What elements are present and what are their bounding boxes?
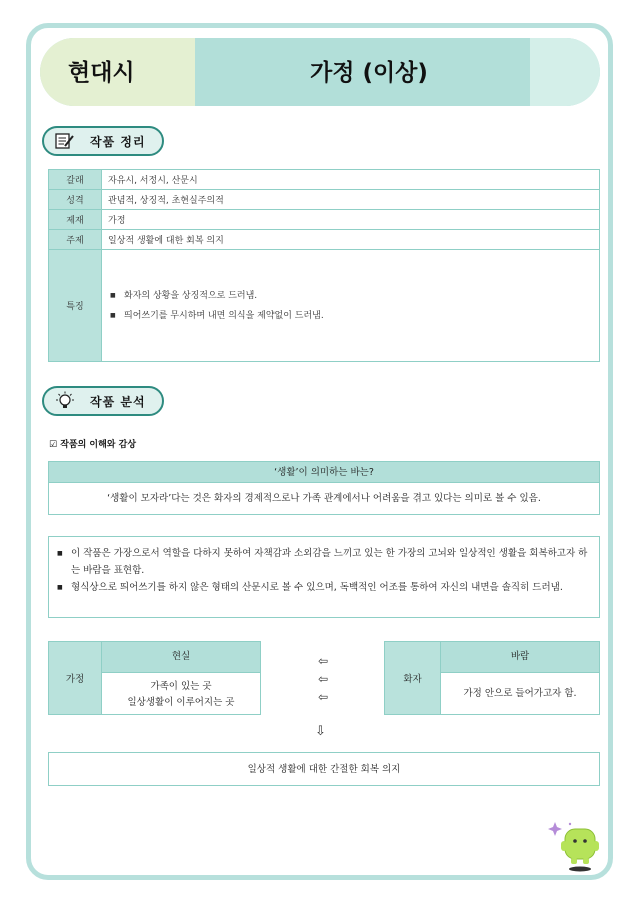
lightbulb-icon <box>54 390 76 412</box>
analysis-box <box>48 536 600 618</box>
arrow-left-icon: ⇦ <box>317 690 329 704</box>
list-item: ■ 화자의 상황을 상징적으로 드러냄. <box>108 286 593 306</box>
reality-side-label: 가정 <box>49 642 101 714</box>
list-item: ■ 이 작품은 가장으로서 역할을 다하지 못하여 자책감과 소외감을 느끼고 있는 한 가장의 고뇌와 일상적인 생활을 회복하고자 하는 바람을 표현함. <box>57 545 591 579</box>
row-key: 주제 <box>49 230 102 250</box>
list-item: ■ 띄어쓰기를 무시하며 내면 의식을 제약없이 드러냄. <box>108 306 593 326</box>
page-title: 가정 (이상) <box>310 60 428 86</box>
arrow-left-icon: ⇦ <box>317 672 329 686</box>
row-value: 일상적 생활에 대한 회복 의지 <box>102 230 600 250</box>
left-arrows <box>313 652 333 706</box>
meaning-box <box>48 461 600 515</box>
table-row <box>49 230 600 250</box>
section-analysis-pill <box>42 386 164 416</box>
table-row <box>49 210 600 230</box>
reality-body <box>101 672 260 714</box>
wish-head: 바람 <box>440 642 599 672</box>
summary-table <box>48 169 600 362</box>
reality-head: 현실 <box>101 642 260 672</box>
list-item: ■ 형식상으로 띄어쓰기를 하지 않은 형태의 산문시로 볼 수 있으며, 독백적인 어조를 통하여 자신의 내면을 솔직히 드러냄. <box>57 579 591 596</box>
analysis-list <box>57 545 591 596</box>
row-key: 제재 <box>49 210 102 230</box>
row-key: 특징 <box>49 250 102 362</box>
notepad-pencil-icon <box>54 130 76 152</box>
wish-side-label: 화자 <box>385 642 440 714</box>
section-summary-pill <box>42 126 164 156</box>
row-value: 자유시, 서정시, 산문시 <box>102 170 600 190</box>
features-cell <box>102 250 600 362</box>
table-row-features <box>49 250 600 362</box>
features-list <box>108 286 593 326</box>
row-value: 가정 <box>102 210 600 230</box>
arrow-left-icon: ⇦ <box>317 654 329 668</box>
wish-box <box>384 641 600 715</box>
category-label: 현대시 <box>68 60 135 86</box>
section-analysis-label: 작품 분석 <box>90 394 146 409</box>
arrow-down-icon: ⇩ <box>315 724 326 739</box>
table-row <box>49 170 600 190</box>
meaning-question: ‘생활’이 의미하는 바는? <box>48 461 600 483</box>
banner-right-cap <box>530 38 600 106</box>
row-key: 성격 <box>49 190 102 210</box>
wish-body: 가정 안으로 들어가고자 함. <box>440 672 599 714</box>
mascot-icon <box>545 815 605 875</box>
reality-line: 가족이 있는 곳 <box>150 681 212 692</box>
row-value: 관념적, 상징적, 초현실주의적 <box>102 190 600 210</box>
section-summary-label: 작품 정리 <box>90 134 146 149</box>
table-row <box>49 190 600 210</box>
analysis-subheading: ☑ 작품의 이해와 감상 <box>49 440 137 450</box>
reality-line: 일상생활이 이루어지는 곳 <box>127 697 235 708</box>
reality-box <box>48 641 261 715</box>
header-banner <box>40 38 600 106</box>
row-key: 갈래 <box>49 170 102 190</box>
result-box: 일상적 생활에 대한 간절한 회복 의지 <box>48 752 600 786</box>
meaning-answer: ‘생활이 모자라’다는 것은 화자의 경제적으로나 가족 관계에서나 어려움을 겪고 있다는 의미로 볼 수 있음. <box>48 483 600 515</box>
